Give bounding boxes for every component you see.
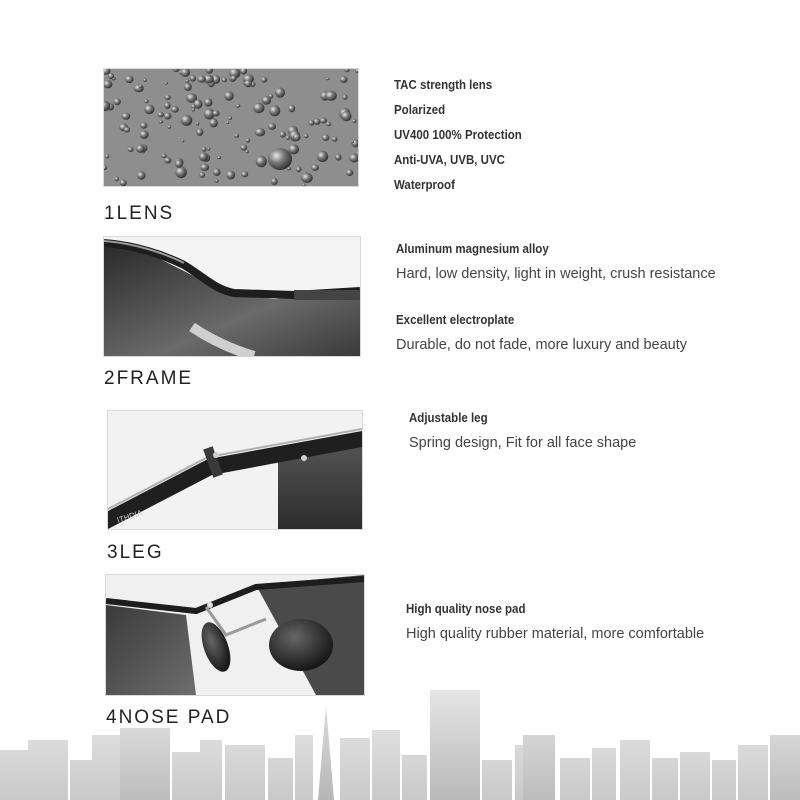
spec-line: UV400 100% Protection (394, 128, 522, 142)
water-droplet (309, 120, 315, 126)
section-caption-leg (107, 542, 164, 564)
water-droplet (159, 120, 163, 123)
section-number: 1 (104, 203, 117, 224)
water-droplet (209, 118, 218, 127)
water-droplet (224, 91, 234, 100)
water-droplet (192, 108, 195, 112)
water-droplet (320, 118, 327, 124)
water-droplet (185, 79, 189, 83)
lens-photo (103, 68, 359, 187)
water-droplet (271, 178, 278, 185)
water-droplet (157, 112, 164, 117)
nose-pad-photo (105, 574, 365, 696)
water-droplet (165, 82, 168, 85)
water-droplet (207, 147, 210, 150)
water-droplet (326, 77, 330, 80)
water-droplet (246, 150, 249, 153)
water-droplet (120, 179, 127, 186)
section-caption-frame (104, 368, 193, 390)
section-number: 3 (107, 542, 120, 563)
water-droplet (139, 85, 143, 88)
water-droplet (253, 103, 265, 113)
water-droplet (335, 154, 341, 161)
spec-line: Durable, do not fade, more luxury and beauty (396, 337, 687, 353)
spec-line: Adjustable leg (409, 411, 488, 425)
water-droplet (255, 128, 265, 136)
water-droplet (136, 145, 144, 153)
water-droplet (236, 104, 241, 108)
temple-imprint-text: ITHDIA (115, 508, 144, 525)
water-droplet (217, 156, 221, 159)
water-droplet (304, 134, 309, 138)
water-droplet (226, 121, 229, 123)
water-droplet (288, 105, 295, 113)
water-droplet (231, 75, 237, 81)
spec-line: TAC strength lens (394, 78, 493, 92)
spec-line: Spring design, Fit for all face shape (409, 435, 637, 451)
water-droplet (226, 171, 235, 180)
water-droplet (261, 77, 267, 83)
water-droplet (199, 172, 205, 178)
water-droplet (244, 80, 252, 87)
water-droplet (296, 166, 301, 172)
frame-specs (396, 237, 716, 357)
water-droplet (202, 147, 207, 152)
section-number: 4 (106, 707, 119, 728)
water-droplet (341, 111, 352, 121)
water-droplet (269, 94, 274, 99)
water-droplet (196, 129, 203, 136)
water-droplet (184, 83, 192, 91)
water-droplet (165, 95, 171, 100)
leg-photo (107, 410, 363, 530)
spec-line: High quality nose pad (406, 602, 526, 616)
water-droplet (317, 151, 328, 162)
spec-line: Excellent electroplate (396, 313, 515, 327)
water-droplet (164, 157, 171, 163)
section-caption-lens (104, 203, 174, 225)
water-droplet (286, 136, 290, 141)
water-droplet (134, 84, 144, 92)
water-droplet (105, 154, 109, 158)
section-caption-nose-pad (106, 707, 231, 729)
water-droplet (213, 168, 221, 176)
water-droplet (137, 171, 146, 179)
lens-specs (394, 73, 533, 198)
water-droplet (143, 78, 147, 82)
water-droplet (245, 138, 250, 142)
water-droplet (190, 75, 196, 82)
water-droplet (200, 164, 209, 171)
water-droplet (164, 113, 171, 120)
spec-line: Anti-UVA, UVB, UVC (394, 153, 505, 167)
water-droplet (268, 123, 276, 130)
water-droplet (175, 167, 187, 179)
water-droplet (128, 147, 134, 152)
water-droplet (140, 130, 149, 139)
water-droplet (275, 88, 285, 98)
water-droplet (181, 115, 193, 126)
water-droplet (322, 134, 329, 141)
water-droplet (197, 76, 205, 83)
leg-specs (409, 406, 636, 455)
water-droplet (346, 169, 353, 176)
water-droplet (311, 164, 319, 171)
nose-pad-specs (406, 597, 704, 646)
water-droplet (342, 95, 347, 100)
water-droplet (215, 179, 219, 183)
spec-line: Hard, low density, light in weight, crush resistance (396, 266, 716, 282)
water-droplet (241, 171, 248, 177)
section-title: FRAME (116, 368, 194, 389)
water-droplet (293, 133, 301, 141)
water-droplet (352, 119, 357, 123)
water-droplet (301, 173, 313, 183)
water-droplet (144, 99, 148, 103)
water-droplet (289, 144, 300, 154)
water-droplet (196, 122, 199, 126)
water-droplet (199, 152, 208, 161)
spec-line: Waterproof (394, 178, 455, 192)
water-droplet (222, 77, 227, 82)
water-droplet (164, 102, 170, 109)
water-droplet (314, 119, 321, 125)
water-droplet (114, 98, 121, 105)
water-droplet (234, 133, 239, 137)
water-droplet (340, 76, 348, 83)
water-droplet (181, 140, 184, 143)
water-droplet (280, 131, 286, 137)
water-droplet (256, 156, 267, 167)
spec-line: Aluminum magnesium alloy (396, 242, 549, 256)
water-droplet (212, 110, 219, 116)
water-droplet (140, 122, 147, 128)
water-droplet (240, 145, 247, 151)
spec-line: High quality rubber material, more comfortable (406, 626, 705, 642)
water-droplet (268, 148, 292, 170)
water-droplet (325, 91, 337, 101)
water-droplet (351, 141, 354, 144)
water-droplet (326, 122, 331, 126)
spec-line: Polarized (394, 103, 446, 117)
water-droplet (144, 105, 154, 115)
water-droplet (171, 106, 179, 113)
water-droplet (167, 125, 171, 128)
water-droplet (125, 76, 134, 84)
water-droplet (204, 98, 212, 107)
water-droplet (194, 99, 203, 108)
water-droplet (269, 105, 280, 116)
water-droplet (161, 154, 166, 159)
water-droplet (228, 116, 232, 119)
water-droplet (122, 113, 131, 120)
water-droplet (124, 127, 130, 133)
frame-photo (103, 236, 361, 357)
section-number: 2 (104, 368, 117, 389)
water-droplet (175, 160, 183, 168)
section-title: LENS (116, 203, 175, 224)
water-droplet (114, 176, 119, 181)
section-title: NOSE PAD (118, 707, 232, 728)
section-title: LEG (119, 542, 164, 563)
water-droplet (332, 137, 338, 142)
